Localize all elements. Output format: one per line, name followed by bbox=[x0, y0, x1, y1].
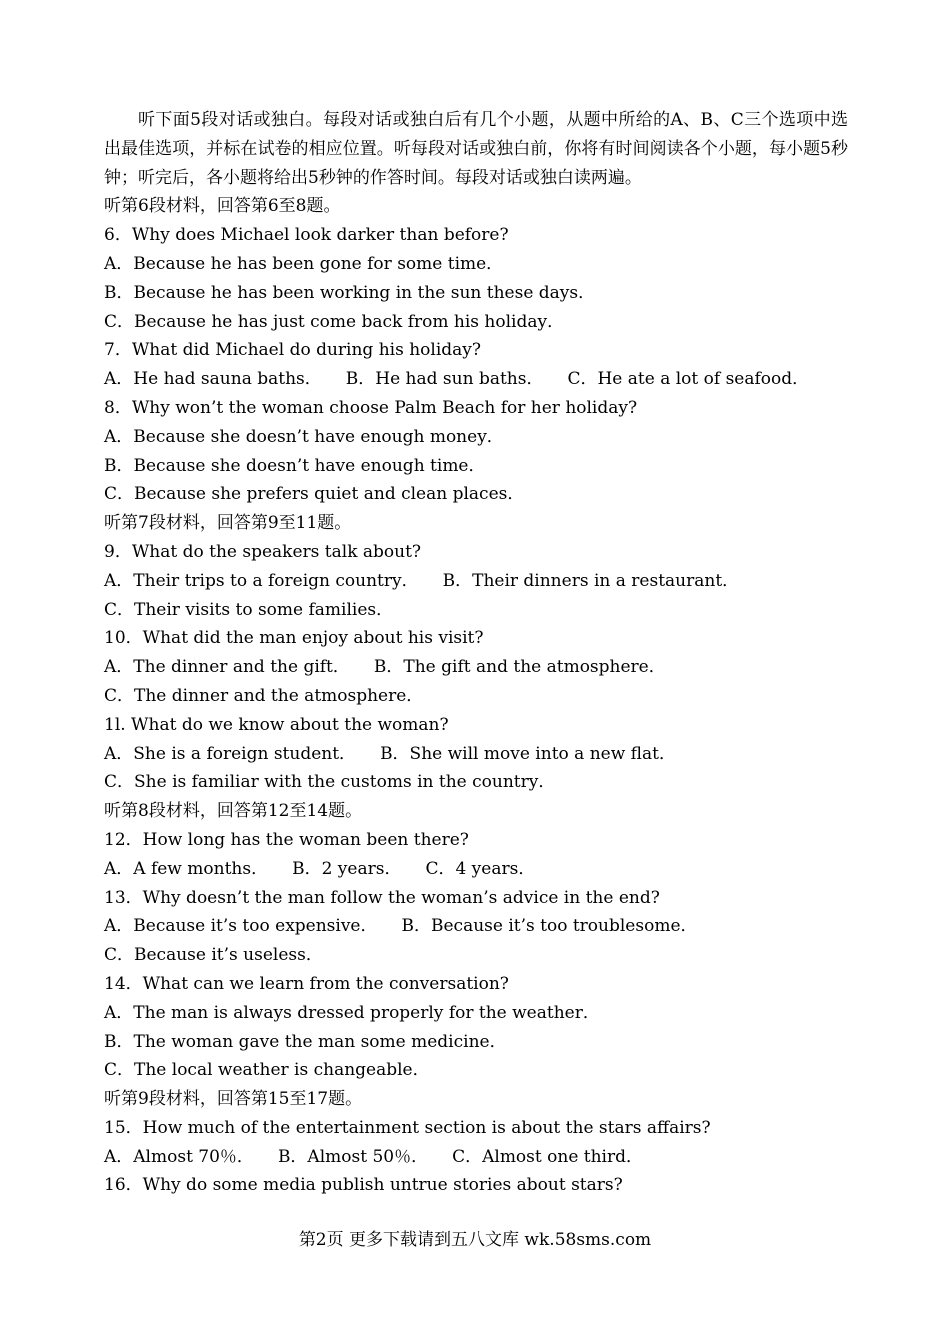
answer-option: A．Their trips to a foreign country． bbox=[104, 570, 419, 591]
options-line bbox=[104, 1028, 848, 1057]
section-header: 听第7段材料，回答第9至11题。 bbox=[104, 513, 352, 534]
options-line bbox=[104, 452, 848, 481]
options-line bbox=[104, 279, 848, 308]
options-line bbox=[104, 596, 848, 625]
options-line bbox=[104, 365, 848, 394]
question-text: 16．Why do some media publish untrue stories about stars? bbox=[104, 1175, 623, 1196]
question-text: 14．What can we learn from the conversation? bbox=[104, 973, 509, 994]
section-header: 听第9段材料，回答第15至17题。 bbox=[104, 1089, 363, 1110]
question-text: 10．What did the man enjoy about his visit? bbox=[104, 628, 484, 649]
options-line bbox=[104, 941, 848, 970]
answer-option: A．The man is always dressed properly for the weather． bbox=[104, 1002, 600, 1023]
options-line bbox=[104, 250, 848, 279]
question-text: 6．Why does Michael look darker than before? bbox=[104, 225, 509, 246]
question-text: 9．What do the speakers talk about? bbox=[104, 541, 422, 562]
options-line bbox=[104, 912, 848, 941]
answer-option: A．Because it’s too expensive． bbox=[104, 916, 378, 937]
answer-option: C．Because it’s useless． bbox=[104, 945, 323, 966]
answer-option: C．Because she prefers quiet and clean places． bbox=[104, 484, 525, 505]
answer-option: A．She is a foreign student． bbox=[104, 743, 357, 764]
answer-option: B．He had sun baths． bbox=[345, 369, 544, 390]
options-line bbox=[104, 423, 848, 452]
question-text: 1l. What do we know about the woman? bbox=[104, 714, 449, 735]
options-line bbox=[104, 653, 848, 682]
answer-option: C．He ate a lot of seafood． bbox=[567, 369, 810, 390]
answer-option: B．Because it’s too troublesome． bbox=[401, 916, 698, 937]
options-line bbox=[104, 308, 848, 337]
answer-option: A．He had sauna baths． bbox=[104, 369, 322, 390]
answer-option: C．4 years． bbox=[425, 858, 536, 879]
options-line bbox=[104, 1143, 848, 1172]
options-line bbox=[104, 740, 848, 769]
options-line bbox=[104, 1056, 848, 1085]
answer-option: C．Their visits to some families． bbox=[104, 599, 394, 620]
question-text: 15．How much of the entertainment section is about the stars affairs? bbox=[104, 1117, 711, 1138]
answer-option: A．A few months． bbox=[104, 858, 269, 879]
answer-option: B．Because she doesn’t have enough time． bbox=[104, 455, 486, 476]
answer-option: B．The gift and the atmosphere． bbox=[373, 657, 666, 678]
answer-option: C．The dinner and the atmosphere． bbox=[104, 685, 424, 706]
options-line bbox=[104, 567, 848, 596]
answer-option: A．The dinner and the gift． bbox=[104, 657, 350, 678]
page-footer: 第2页 更多下载请到五八文库 wk.58sms.com bbox=[298, 1230, 652, 1250]
options-line bbox=[104, 855, 848, 884]
section-header: 听第6段材料，回答第6至8题。 bbox=[104, 196, 341, 217]
answer-option: B．Because he has been working in the sun these days． bbox=[104, 282, 596, 303]
answer-option: B．She will move into a new flat． bbox=[380, 743, 676, 764]
answer-option: A．Because he has been gone for some time． bbox=[104, 253, 504, 274]
question-text: 13．Why doesn’t the man follow the woman’s advice in the end? bbox=[104, 887, 660, 908]
answer-option: B．Almost 50％． bbox=[277, 1146, 429, 1167]
options-line bbox=[104, 999, 848, 1028]
answer-option: C．Almost one third． bbox=[452, 1146, 644, 1167]
exam-content bbox=[104, 106, 848, 1200]
answer-option: A．Because she doesn’t have enough money． bbox=[104, 426, 504, 447]
section-header: 听第8段材料，回答第12至14题。 bbox=[104, 801, 363, 822]
question-text: 7．What did Michael do during his holiday? bbox=[104, 340, 482, 361]
answer-option: B．2 years． bbox=[292, 858, 402, 879]
question-text: 8．Why won’t the woman choose Palm Beach for her holiday? bbox=[104, 397, 638, 418]
answer-option: A．Almost 70％． bbox=[104, 1146, 254, 1167]
answer-option: B．The woman gave the man some medicine． bbox=[104, 1031, 507, 1052]
answer-option: C．Because he has just come back from his holiday． bbox=[104, 311, 565, 332]
options-line bbox=[104, 480, 848, 509]
answer-option: B．Their dinners in a restaurant． bbox=[442, 570, 740, 591]
question-text: 12．How long has the woman been there? bbox=[104, 829, 469, 850]
answer-option: C．She is familiar with the customs in the country． bbox=[104, 772, 556, 793]
options-line bbox=[104, 768, 848, 797]
instructions-paragraph: 听下面5段对话或独白。每段对话或独白后有几个小题，从题中所给的A、B、C三个选项中选出最佳选项，并标在试卷的相应位置。听每段对话或独白前，你将有时间阅读各个小题，每小题5秒钟；听完后，各小题将给出5秒钟的作答时间。每段对话或独白读两遍。 bbox=[104, 110, 848, 188]
options-line bbox=[104, 682, 848, 711]
question-list bbox=[104, 192, 848, 1200]
answer-option: C．The local weather is changeable． bbox=[104, 1060, 430, 1081]
